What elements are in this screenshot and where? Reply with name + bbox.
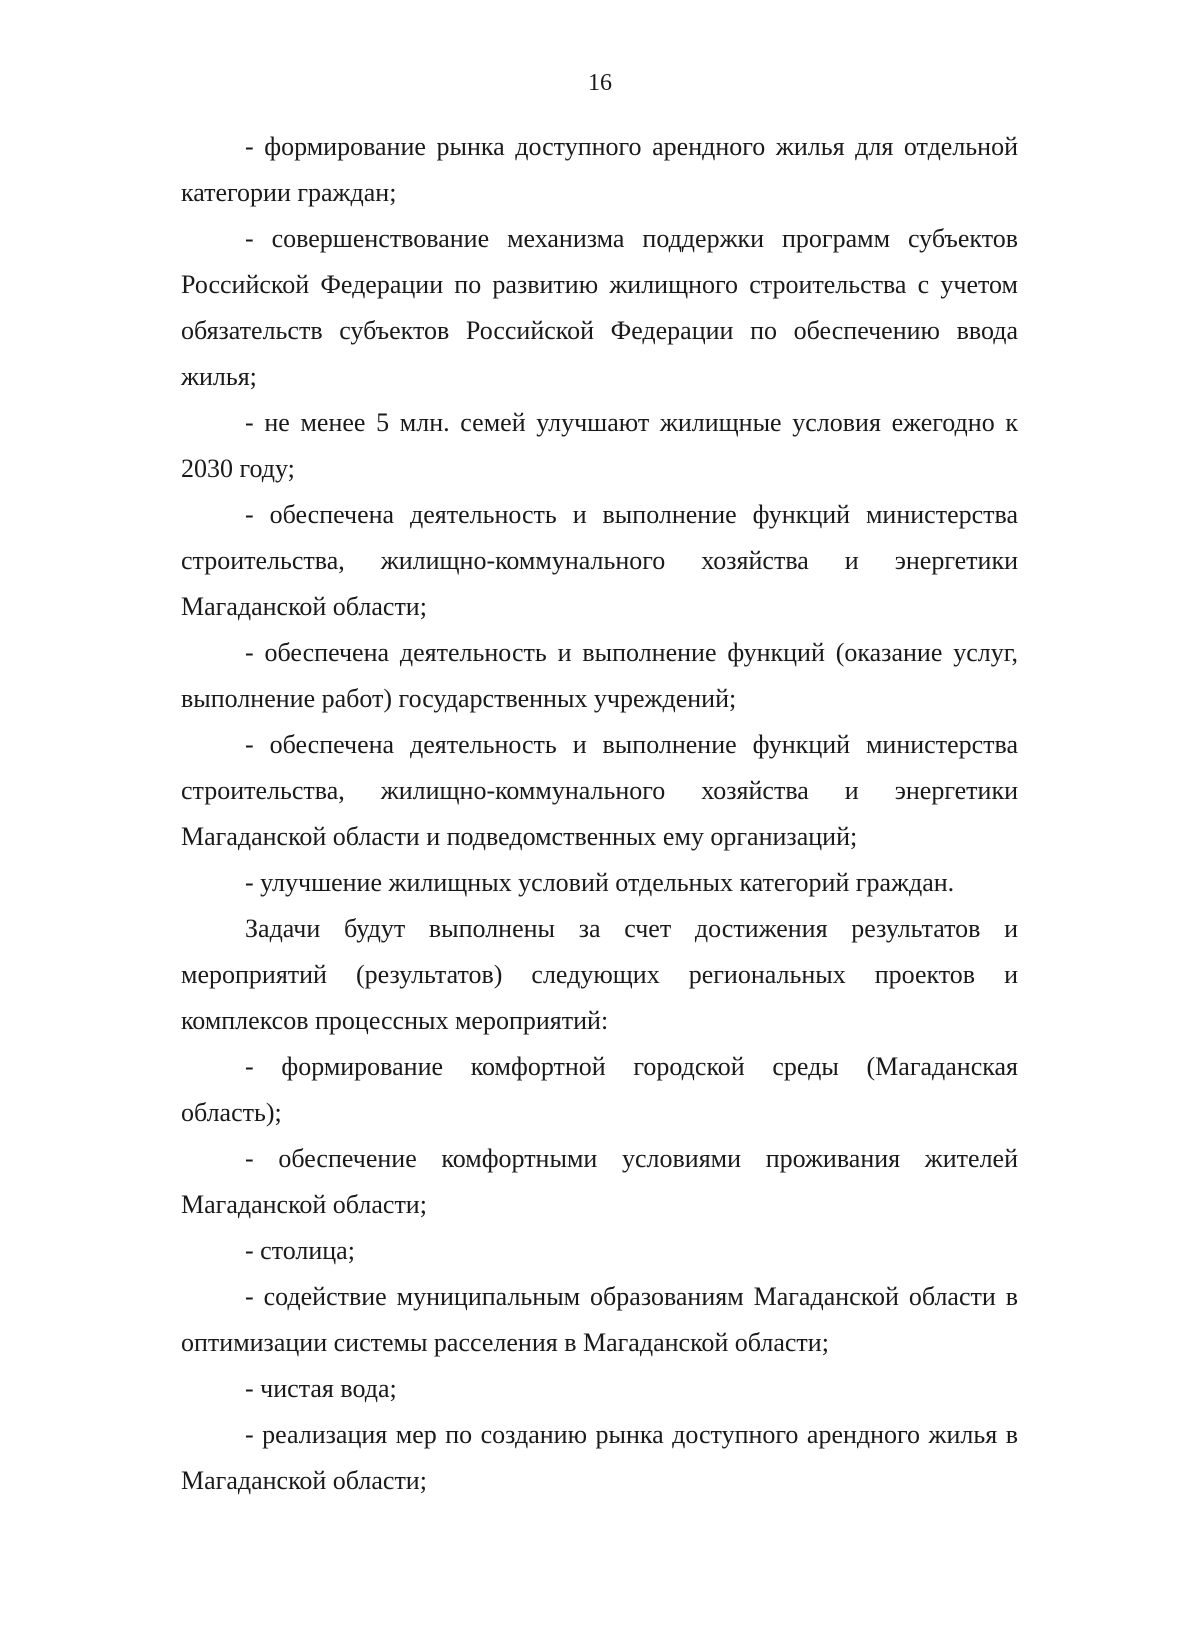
paragraph-clean-water: - чистая вода; [245,1374,397,1403]
paragraph-rental-housing-market: - формирование рынка доступного арендного жилья для отдельной категории граждан; [181,132,1018,207]
paragraph-ministry-activity: - обеспечена деятельность и выполнение функций министерства строительства, жилищно-коммунального хозяйства и энергетики Магаданской области; [181,500,1018,621]
paragraph-support-mechanism: - совершенствование механизма поддержки программ субъектов Российской Федерации по развитию жилищного строительства с учетом обязательств субъектов Российской Федерации по обеспечению ввода жилья; [181,224,1018,391]
paragraph-rental-measures: - реализация мер по созданию рынка доступного арендного жилья в Магаданской области; [181,1420,1018,1495]
page-number: 16 [588,70,612,96]
document-body [181,124,1018,1504]
paragraph-urban-environment: - формирование комфортной городской среды (Магаданская область); [181,1052,1018,1127]
paragraph-state-institutions: - обеспечена деятельность и выполнение функций (оказание услуг, выполнение работ) государственных учреждений; [181,638,1018,713]
paragraph-ministry-subordinate-orgs: - обеспечена деятельность и выполнение функций министерства строительства, жилищно-коммунального хозяйства и энергетики Магаданской области и подведомственных ему организаций; [181,730,1018,851]
paragraph-families-housing: - не менее 5 млн. семей улучшают жилищные условия ежегодно к 2030 году; [181,408,1018,483]
paragraph-comfortable-living: - обеспечение комфортными условиями проживания жителей Магаданской области; [181,1144,1018,1219]
paragraph-tasks-intro: Задачи будут выполнены за счет достижения результатов и мероприятий (результатов) следующих региональных проектов и комплексов процессных мероприятий: [181,914,1018,1035]
paragraph-settlement-optimization: - содействие муниципальным образованиям Магаданской области в оптимизации системы расселения в Магаданской области; [181,1282,1018,1357]
paragraph-capital: - столица; [245,1236,355,1265]
paragraph-housing-improvement: - улучшение жилищных условий отдельных категорий граждан. [245,868,955,897]
